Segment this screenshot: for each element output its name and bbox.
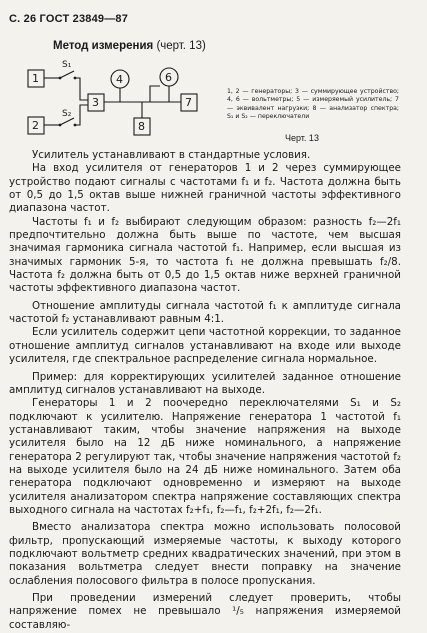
diagram-label-6: 6 (165, 71, 172, 84)
switch-s2-lever (60, 118, 74, 125)
paragraph: Отношение амплитуды сигнала частотой f₁ к амплитуде сигнала частотой f₂ устанавливают равным 4:1. (9, 299, 401, 326)
paragraph: Пример: для корректирующих усилителей заданное отношение амплитуд сигналов устанавливают на выходе. (9, 370, 401, 396)
diagram-label-s1: S₁ (62, 60, 72, 70)
figure-caption: Черт. 13 (285, 133, 319, 143)
diagram-label-4: 4 (116, 73, 123, 86)
diagram-label-7: 7 (185, 96, 192, 109)
paragraph: Усилитель устанавливают в стандартные условия. (32, 149, 311, 161)
paragraph: Если усилитель содержит цепи частотной коррекции, то заданное отношение амплитуд сигналов устанавливают на входе или выходе усилителя, где спектральное распределение сигнала нормальное. (9, 326, 401, 366)
diagram-label-2: 2 (32, 119, 39, 132)
section-title-text: Метод измерения (53, 40, 154, 52)
diagram-label-3: 3 (92, 96, 99, 109)
body-text (9, 149, 401, 632)
section-figure-ref: (черт. 13) (156, 40, 206, 52)
page-header: С. 26 ГОСТ 23849—87 (9, 13, 129, 25)
diagram-label-8: 8 (138, 120, 145, 133)
switch-s1-lever (60, 71, 74, 78)
paragraph: На вход усилителя от генераторов 1 и 2 через суммирующее устройство подают сигналы с частотами f₁ и f₂. Частота должна быть от 0,5 до 1,5 октав выше нижней граничной частоты эффективного диапазона частот. (9, 162, 401, 215)
paragraph: Вместо анализатора спектра можно использовать полосовой фильтр, пропускающий измеряемые частоты, к выходу которого подключают вольтметр средних квадратических значений, при этом в показания вольтметра следует внести поправку на значение ослабления полосового фильтра в полосе пропускания. (9, 521, 401, 587)
figure-legend: 1, 2 — генераторы; 3 — суммирующее устройство; 4, 6 — вольтметры; 5 — измеряемый усилитель; 7 — эквивалент нагрузки; 8 — анализатор спектра; S₁ и S₂ — переключатели (227, 88, 399, 120)
block-diagram (0, 0, 230, 150)
paragraph: Генераторы 1 и 2 поочередно переключателями S₁ и S₂ подключают к усилителю. Напряжение генератора 1 частотой f₁ устанавливают таким, чтобы значение напряжения на выходе усилителя было на 12 дБ ниже номинального, а напряжение генератора 2 регулируют так, чтобы значение напряжения частотой f₂ на выходе усилителя было на 24 дБ ниже номинального. Затем оба генератора подключают одновременно и измеряют на выходе усилителя анализатором спектра напряжение составляющих спектра выходного сигнала на частотах f₂+f₁, f₂—f₁, f₂+2f₁, f₂—2f₁. (9, 397, 401, 516)
diagram-label-s2: S₂ (62, 109, 72, 119)
paragraph: Частоты f₁ и f₂ выбирают следующим образом: разность f₂—2f₁ предпочтительно должна быть выше по частоте, чем высшая значимая гармоника сигнала частотой f₁. Например, если высшая из значимых гармоник 5-я, то частота f₁ не должна превышать f₂/8. Частота f₂ должна быть от 0,5 до 1,5 октав ниже верхней граничной частоты эффективного диапазона частот. (9, 215, 401, 295)
paragraph: При проведении измерений следует проверить, чтобы напряжение помех не превышало ¹/₅ напряжения измеряемой составляю- (9, 592, 401, 631)
diagram-label-1: 1 (32, 72, 39, 85)
